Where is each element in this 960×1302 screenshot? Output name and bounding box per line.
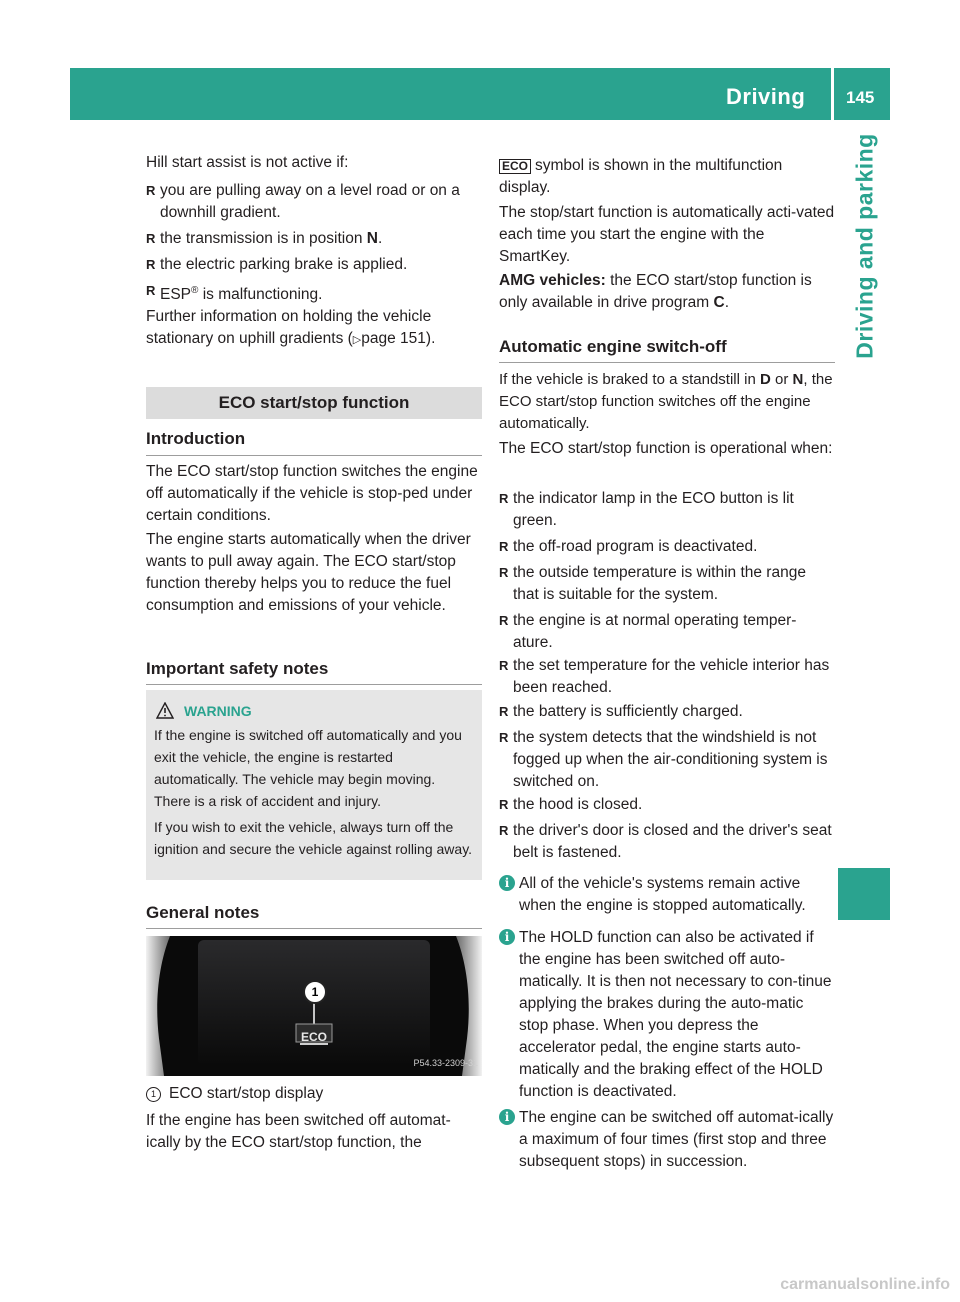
list-item: R the electric parking brake is applied. (146, 254, 482, 276)
list-item: R the engine is at normal operating temper-ature. (499, 612, 797, 651)
list-item: R the driver's door is closed and the driver's seat belt is fastened. (499, 822, 832, 861)
heading-rule (499, 362, 835, 363)
info-icon: i (499, 875, 515, 891)
eco-symbol-icon: ECO (499, 159, 531, 174)
warning-heading: WARNING (154, 700, 474, 722)
figure-eco-label: ECO (300, 1030, 327, 1044)
bullet-marker: R (146, 231, 156, 246)
figure-reference-code: P54.33-2309-31 (413, 1058, 478, 1068)
warning-text-2: If you wish to exit the vehicle, always turn off the ignition and secure the vehicle against rolling away. (154, 819, 473, 857)
figure-caption: 1 ECO start/stop display (146, 1083, 482, 1105)
list-item: R the battery is sufficiently charged. (499, 703, 743, 720)
intro-paragraph-2: The engine starts automatically when the driver wants to pull away again. The ECO start/stop function thereby helps you to reduce the fuel consumption and emissions of your vehicle. (146, 531, 471, 614)
section-title: ECO start/stop function (146, 387, 482, 419)
header-separator (831, 68, 834, 120)
figure-callout-1: 1 (303, 980, 327, 1004)
page-ref-link[interactable]: page 151). (361, 330, 436, 347)
list-item: R you are pulling away on a level road or on a downhill gradient. (146, 182, 460, 221)
eco-symbol-paragraph: ECO symbol is shown in the multifunction display. (499, 157, 783, 196)
bullet-marker: R (146, 257, 156, 272)
switch-off-paragraph: If the vehicle is braked to a standstill in D or N, the ECO start/stop function switches off the engine automatically. (499, 371, 833, 432)
info-note: i The engine can be switched off automat-ically a maximum of four times (first stop and three subsequent stops) in succession. (499, 1107, 835, 1173)
amg-paragraph: AMG vehicles: the ECO start/stop function is only available in drive program C. (499, 272, 812, 311)
heading-rule (146, 928, 482, 929)
info-note: i The HOLD function can also be activated if the engine has been switched off auto-matically. It is then not necessary to con-tinue applying the brakes during the auto-matic stop phase. When you depress the accelerator pedal, the engine starts auto-matically and the braking effect of the HOLD function is deactivated. (499, 927, 835, 1103)
bullet-marker: R (146, 183, 156, 198)
instrument-cluster-figure (146, 936, 482, 1076)
list-item: R the hood is closed. (499, 796, 643, 813)
warning-text-1: If the engine is switched off automatically and you exit the vehicle, the engine is restarted automatically. The vehicle may begin moving. There is a risk of accident and injury. (154, 727, 462, 809)
operational-intro: The ECO start/stop function is operational when: (499, 440, 833, 457)
info-icon: i (499, 929, 515, 945)
side-tab-label: Driving and parking (851, 133, 878, 359)
info-icon: i (499, 1109, 515, 1125)
warning-triangle-icon (156, 702, 174, 719)
heading-rule (146, 455, 482, 456)
list-item: R ESP® is malfunctioning. (146, 280, 482, 306)
bullet-marker: R (146, 283, 156, 298)
further-info: Further information on holding the vehicle stationary on uphill gradients (▷page 151). (146, 308, 436, 347)
info-note: i All of the vehicle's systems remain active when the engine is stopped automatically. (499, 873, 835, 917)
callout-number: 1 (146, 1087, 161, 1102)
list-item: R the outside temperature is within the range that is suitable for the system. (499, 564, 806, 603)
heading-general-notes: General notes (146, 903, 260, 922)
heading-rule (146, 684, 482, 685)
heading-auto-switch-off: Automatic engine switch-off (499, 337, 727, 356)
watermark: carmanualsonline.info (780, 1276, 950, 1293)
warning-box (146, 690, 482, 880)
heading-safety-notes: Important safety notes (146, 659, 329, 678)
page-ref-arrow-icon: ▷ (352, 334, 362, 346)
chapter-title: Driving (726, 84, 806, 109)
side-tab-marker (838, 868, 890, 920)
hill-intro: Hill start assist is not active if: (146, 154, 349, 171)
list-item: R the system detects that the windshield is not fogged up when the air-conditioning system is switched on. (499, 729, 828, 790)
auto-activation-paragraph: The stop/start function is automatically acti-vated each time you start the engine with the SmartKey. (499, 204, 835, 265)
heading-introduction: Introduction (146, 429, 246, 448)
list-item: R the set temperature for the vehicle interior has been reached. (499, 657, 830, 696)
after-figure-text: If the engine has been switched off automat-ically by the ECO start/stop function, the (146, 1112, 451, 1151)
intro-paragraph-1: The ECO start/stop function switches the engine off automatically if the vehicle is stop-ped under certain conditions. (146, 463, 478, 524)
list-item: R the indicator lamp in the ECO button is lit green. (499, 490, 794, 529)
list-item: R the off-road program is deactivated. (499, 538, 758, 555)
list-item: R the transmission is in position N. (146, 228, 482, 250)
page-number: 145 (846, 88, 875, 107)
